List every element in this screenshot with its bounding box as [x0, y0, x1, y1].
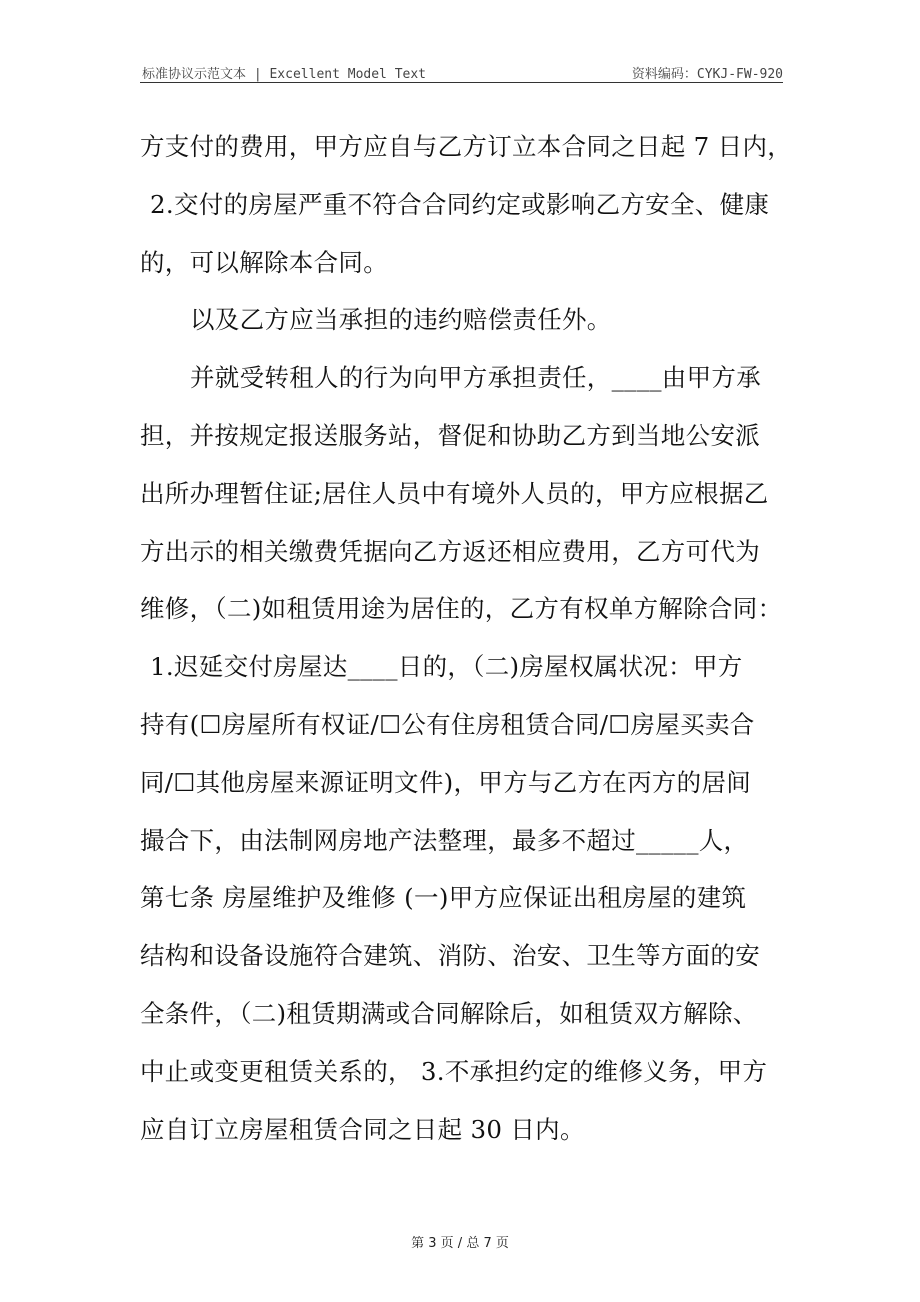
body-line: 应自订立房屋租赁合同之日起 30 日内。 — [140, 1114, 585, 1144]
document-code: 资料编码：CYKJ-FW-920 — [631, 67, 783, 82]
document-body — [140, 118, 793, 1158]
body-line: 的，可以解除本合同。 — [140, 247, 388, 277]
body-line: 持有(☐房屋所有权证/☐公有住房租赁合同/☐房屋买卖合 — [140, 709, 755, 739]
body-line: 1.迟延交付房屋达____日的，（二)房屋权属状况：甲方 — [150, 652, 743, 682]
body-line: 结构和设备设施符合建筑、消防、治安、卫生等方面的安 — [140, 941, 760, 971]
page-number: 第 3 页 / 总 7 页 — [411, 1236, 509, 1251]
page-footer — [0, 1232, 920, 1251]
body-line: 全条件，（二)租赁期满或合同解除后，如租赁双方解除、 — [140, 998, 758, 1028]
body-line: 2.交付的房屋严重不符合合同约定或影响乙方安全、健康 — [150, 189, 770, 219]
body-line: 维修，（二)如租赁用途为居住的，乙方有权单方解除合同： — [140, 594, 783, 624]
body-line: 担，并按规定报送服务站，督促和协助乙方到当地公安派 — [140, 420, 760, 450]
header-title: 标准协议示范文本 | Excellent Model Text — [142, 67, 427, 82]
body-line: 撮合下，由法制网房地产法整理，最多不超过_____人， — [140, 825, 749, 855]
body-line: 出所办理暂住证;居住人员中有境外人员的，甲方应根据乙 — [140, 478, 769, 508]
body-line: 第七条 房屋维护及维修 (一)甲方应保证出租房屋的建筑 — [140, 883, 747, 913]
page-header — [140, 60, 783, 83]
body-line: 并就受转租人的行为向甲方承担责任，____由甲方承 — [190, 363, 761, 393]
body-line: 方出示的相关缴费凭据向乙方返还相应费用，乙方可代为 — [140, 536, 760, 566]
body-line: 以及乙方应当承担的违约赔偿责任外。 — [190, 305, 612, 335]
body-line: 中止或变更租赁关系的， 3.不承担约定的维修义务，甲方 — [140, 1056, 768, 1086]
body-line: 方支付的费用，甲方应自与乙方订立本合同之日起 7 日内， — [140, 132, 793, 161]
body-line: 同/☐其他房屋来源证明文件)，甲方与乙方在丙方的居间 — [140, 767, 752, 797]
